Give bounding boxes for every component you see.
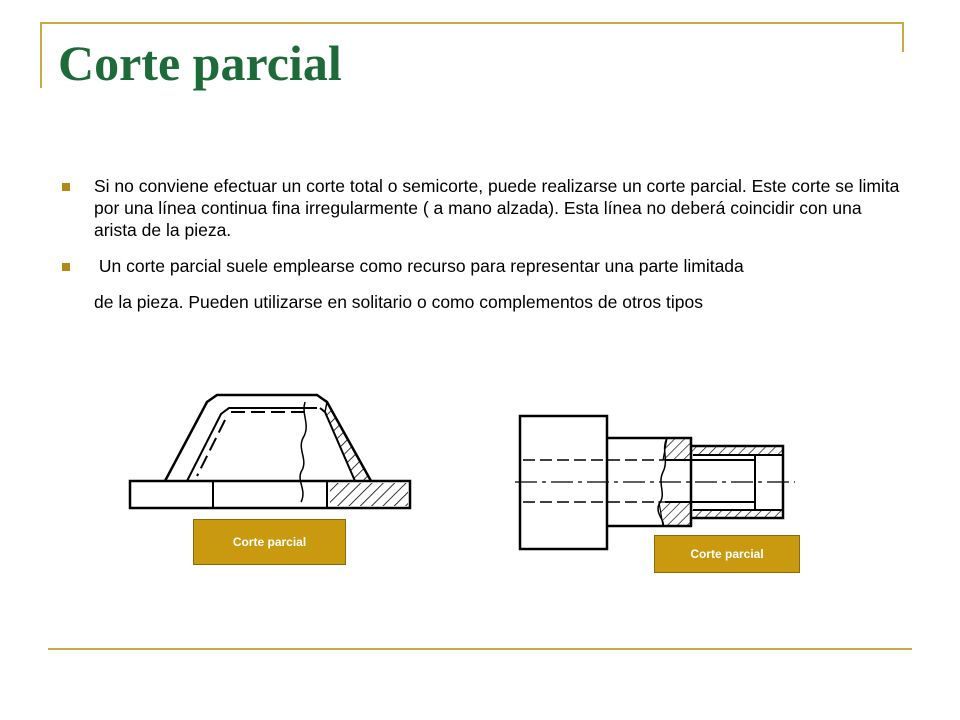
caption-box: Corte parcial [193,519,346,565]
bullet-square-icon [62,263,70,271]
frame-left-line [40,22,42,88]
frame-bottom-line [48,648,912,650]
flanged-part-drawing-icon [125,390,420,520]
bullet-item [62,255,902,313]
bullet-item [62,175,902,241]
bullet-square-icon [62,183,70,191]
bullet-text-line2: de la pieza. Pueden utilizarse en solitario o como complementos de otros tipos [94,292,703,312]
frame-right-line [902,22,904,52]
bullet-list [62,175,902,313]
slide-title: Corte parcial [58,35,342,91]
bullet-text-line1: Un corte parcial suele emplearse como recurso para representar una parte limitada [94,256,744,276]
stepped-shaft-drawing-icon [515,410,800,555]
frame-top-line [40,22,904,24]
caption-box: Corte parcial [654,535,800,573]
bullet-text: Si no conviene efectuar un corte total o semicorte, puede realizarse un corte parcial. Este corte se limita por una línea continua fina irregularmente ( a mano alzada). Esta línea no deberá coincidir con una arista de la pieza. [94,176,900,240]
